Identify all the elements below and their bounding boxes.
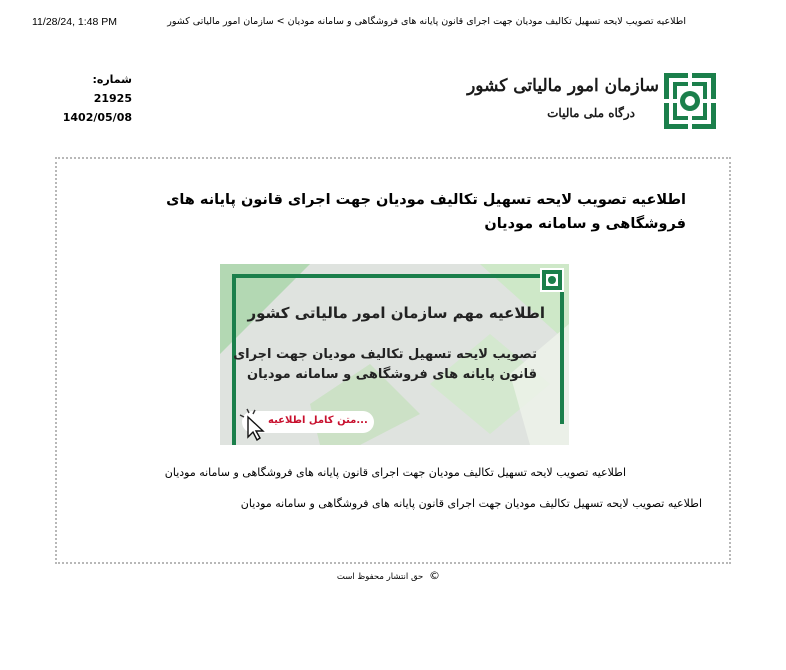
organization-name: سازمان امور مالیاتی کشور (467, 76, 659, 96)
announcement-banner[interactable] (220, 264, 569, 445)
copyright-text: حق انتشار محفوظ است (336, 572, 424, 582)
print-page-title: اطلاعیه تصویب لایحه تسهیل تکالیف مودیان جهت اجرای قانون پایانه های فروشگاهی و سامانه مودیان > سازمان امور مالیاتی کشور (167, 16, 686, 27)
cursor-icon (238, 407, 268, 441)
banner-line-2: قانون پایانه های فروشگاهی و سامانه مودیان (246, 367, 537, 382)
tax-emblem-icon (663, 72, 717, 130)
banner-line-1: تصویب لایحه تسهیل تکالیف مودیان جهت اجرای (233, 347, 537, 362)
print-datetime: 11/28/24, 1:48 PM (32, 16, 118, 28)
organization-subtitle: درگاه ملی مالیات (547, 106, 635, 120)
banner-cta[interactable]: ...متن کامل اطلاعیه (268, 415, 368, 426)
document-meta (56, 70, 132, 127)
banner-headline: اطلاعیه مهم سازمان امور مالیاتی کشور (247, 304, 545, 322)
document-date: 1402/05/08 (62, 111, 132, 124)
footer (330, 569, 440, 582)
image-caption: اطلاعیه تصویب لایحه تسهیل تکالیف مودیان جهت اجرای قانون پایانه های فروشگاهی و سامانه مودیان (164, 466, 626, 479)
copyright-icon: © (429, 569, 440, 582)
print-header (0, 14, 786, 30)
article-body: اطلاعیه تصویب لایحه تسهیل تکالیف مودیان جهت اجرای قانون پایانه های فروشگاهی و سامانه مودیان (240, 497, 702, 510)
document-number: شماره: 21925 (92, 73, 132, 105)
article-title: اطلاعیه تصویب لایحه تسهیل تکالیف مودیان جهت اجرای قانون پایانه های فروشگاهی و سامانه مودیان (166, 192, 686, 232)
organization-logo[interactable] (467, 70, 725, 132)
